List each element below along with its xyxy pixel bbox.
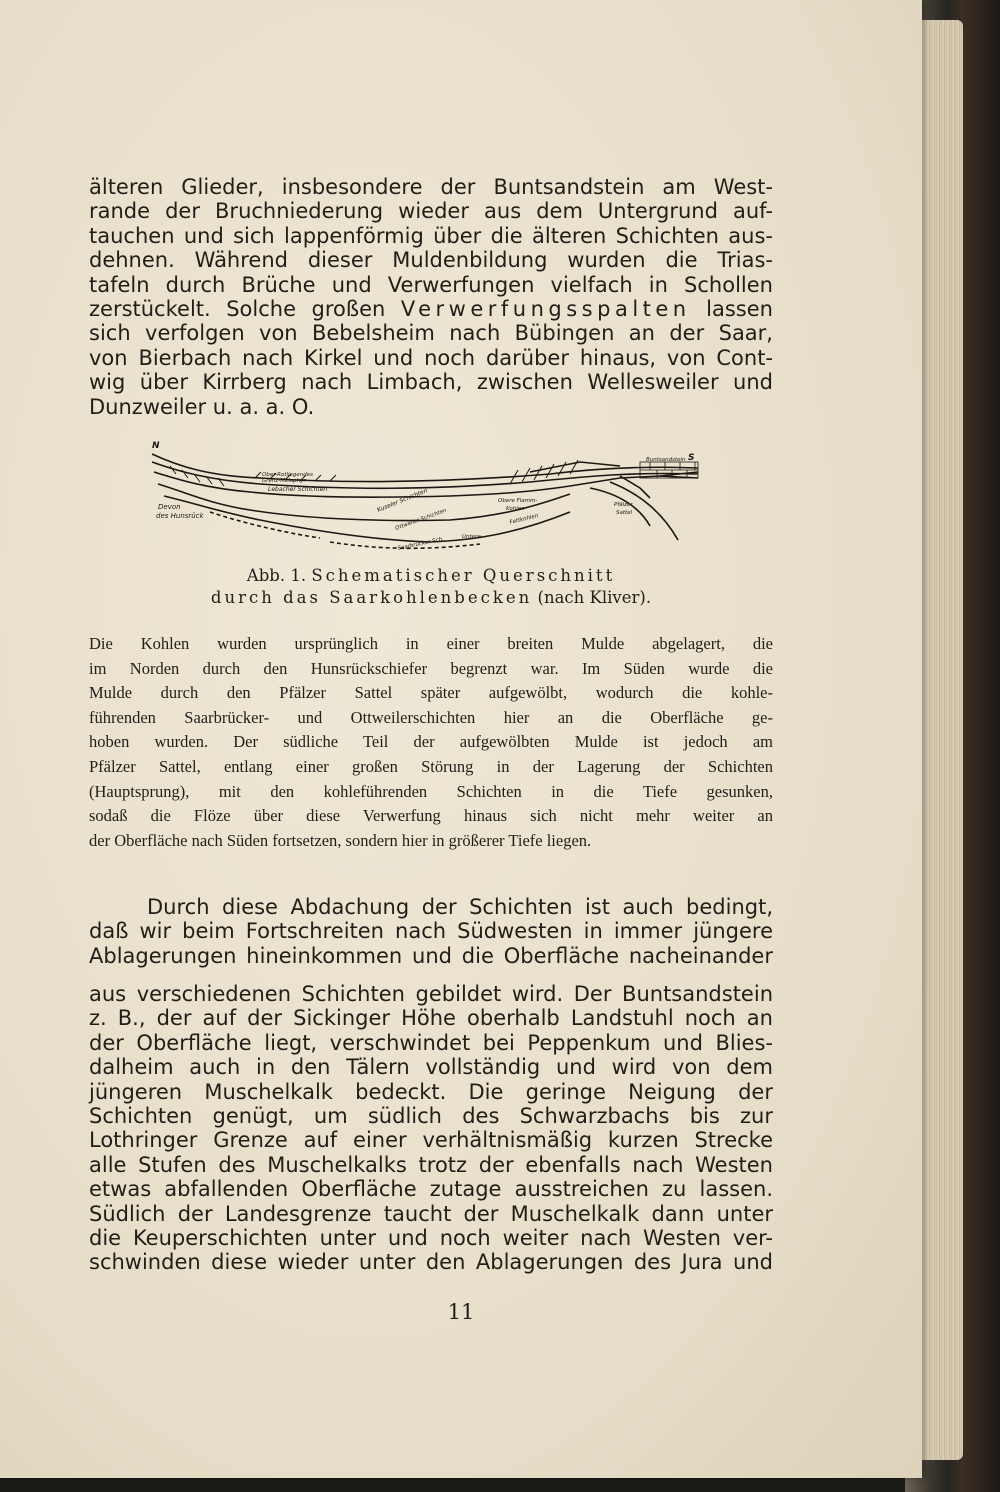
text-line: Südlich der Landesgrenze taucht der Muschelkalk dann unter xyxy=(89,1201,773,1226)
label-lebacher: Lebacher Schichten xyxy=(268,486,328,493)
text-line: tauchen und sich lappenförmig über die älteren Schichten aus- xyxy=(89,223,773,248)
label-devon: Devon xyxy=(158,503,181,511)
figure-note xyxy=(89,632,773,853)
text-line: sich verfolgen von Bebelsheim nach Bübingen an der Saar, xyxy=(89,321,773,346)
caption-source: (nach Kliver). xyxy=(537,588,652,607)
text-line: daß wir beim Fortschreiten nach Südwesten in immer jüngere xyxy=(89,919,773,944)
text-line: schwinden diese wieder unter den Ablagerungen des Jura und xyxy=(89,1250,773,1275)
label-ober-rotliegendes: Ober-Rotliegendes xyxy=(262,472,314,478)
label-hunsrueck: des Hunsrück xyxy=(156,512,204,520)
text-line: rande der Bruchniederung wieder aus dem Untergrund auf- xyxy=(89,199,773,224)
south-label: S xyxy=(688,453,695,463)
caption-lead: Abb. 1. xyxy=(246,566,307,585)
note-line: Die Kohlen wurden ursprünglich in einer breiten Mulde abgelagert, die xyxy=(89,634,773,653)
text-line: dehnen. Während dieser Muldenbildung wurden die Trias- xyxy=(89,248,773,273)
note-line: sodaß die Flöze über diese Verwerfung hinaus sich nicht mehr weiter an xyxy=(89,806,773,826)
text-line: Dunzweiler u. a. a. O. xyxy=(89,394,315,419)
text-line: z. B., der auf der Sickinger Höhe oberhalb Landstuhl noch an xyxy=(89,1006,773,1031)
caption-line-1 xyxy=(89,565,773,587)
note-line: hoben wurden. Der südliche Teil der aufgewölbten Mulde ist jedoch am xyxy=(89,732,773,752)
text-line: Ablagerungen hineinkommen und die Oberfläche nacheinander xyxy=(89,943,773,968)
emphasis-spaced: Verwerfungsspalten xyxy=(400,297,691,322)
text-line: Schichten genügt, um südlich des Schwarzbachs bis zur xyxy=(89,1104,773,1129)
text-line: die Keuperschichten unter und noch weiter nach Westen ver- xyxy=(89,1226,773,1251)
note-line: der Oberfläche nach Süden fortsetzen, sondern hier in größerer Tiefe liegen. xyxy=(89,830,592,850)
text-fragment: lassen xyxy=(706,297,773,322)
label-saarbruecker: Saarbrücker Sch. xyxy=(397,536,445,552)
label-buntsandstein: Buntsandstein xyxy=(646,457,686,463)
text-line: tafeln durch Brüche und Verwerfungen vielfach in Schollen xyxy=(89,272,773,297)
page-stack-edge xyxy=(915,20,963,1460)
text-fragment: zerstückelt. Solche großen xyxy=(89,297,386,322)
caption-title: Schematischer Querschnitt xyxy=(311,566,616,585)
label-fettkohlen: Fettkohlen xyxy=(509,513,539,526)
label-ottweiler: Ottweiler Schichten xyxy=(394,507,448,532)
north-label: N xyxy=(152,441,160,451)
cross-section-figure xyxy=(150,432,710,557)
paragraph-3 xyxy=(89,982,773,1275)
caption-line-2 xyxy=(89,587,773,609)
caption-title-cont: durch das Saarkohlenbecken xyxy=(210,588,533,607)
text-line: dalheim auch in den Tälern vollständig und wird von dem xyxy=(89,1055,773,1080)
text-line: aus verschiedenen Schichten gebildet wird. Der Buntsandstein xyxy=(89,982,773,1006)
text-line xyxy=(89,297,773,321)
text-line: Lothringer Grenze auf einer verhältnismäßig kurzen Strecke xyxy=(89,1128,773,1153)
label-pfaelzer: Pfälzer xyxy=(614,502,633,508)
text-line: älteren Glieder, insbesondere der Buntsandstein am West- xyxy=(89,175,773,199)
label-grenz-melaphyr: Grenz-Melaphyr xyxy=(262,478,306,484)
text-line: von Bierbach nach Kirkel und noch darüber hinaus, von Cont- xyxy=(89,345,773,370)
text-line: alle Stufen des Muschelkalks trotz der ebenfalls nach Westen xyxy=(89,1152,773,1177)
note-line: Mulde durch den Pfälzer Sattel später aufgewölbt, wodurch die kohle- xyxy=(89,683,773,703)
paragraph-2 xyxy=(89,895,773,968)
text-line: jüngeren Muschelkalk bedeckt. Die geringe Neigung der xyxy=(89,1079,773,1104)
text-line: etwas abfallenden Oberfläche zutage ausstreichen zu lassen. xyxy=(89,1177,773,1202)
text-line: Durch diese Abdachung der Schichten ist auch bedingt, xyxy=(147,895,773,919)
note-line: Pfälzer Sattel, entlang einer großen Störung in der Lagerung der Schichten xyxy=(89,756,773,776)
label-kuseler: Kuseler Schichten xyxy=(376,487,429,514)
page-number: 11 xyxy=(447,1300,475,1324)
text-line: wig über Kirrberg nach Limbach, zwischen Wellesweiler und xyxy=(89,370,773,395)
note-line: (Hauptsprung), mit den kohleführenden Schichten in die Tiefe gesunken, xyxy=(89,781,773,801)
label-flamm-kohlen: Kohlen xyxy=(506,506,525,512)
label-sattel: Sattel xyxy=(616,510,633,516)
figure-caption xyxy=(89,565,773,609)
note-line: führenden Saarbrücker- und Ottweilerschichten hier an die Oberfläche ge- xyxy=(89,707,773,727)
label-obere-flamm: Obere Flamm- xyxy=(498,498,538,504)
text-line: der Oberfläche liegt, verschwindet bei Peppenkum und Blies- xyxy=(89,1030,773,1055)
label-untere: Untere xyxy=(462,534,481,540)
note-line: im Norden durch den Hunsrückschiefer begrenzt war. Im Süden wurde die xyxy=(89,658,773,678)
paragraph-1 xyxy=(89,175,773,419)
